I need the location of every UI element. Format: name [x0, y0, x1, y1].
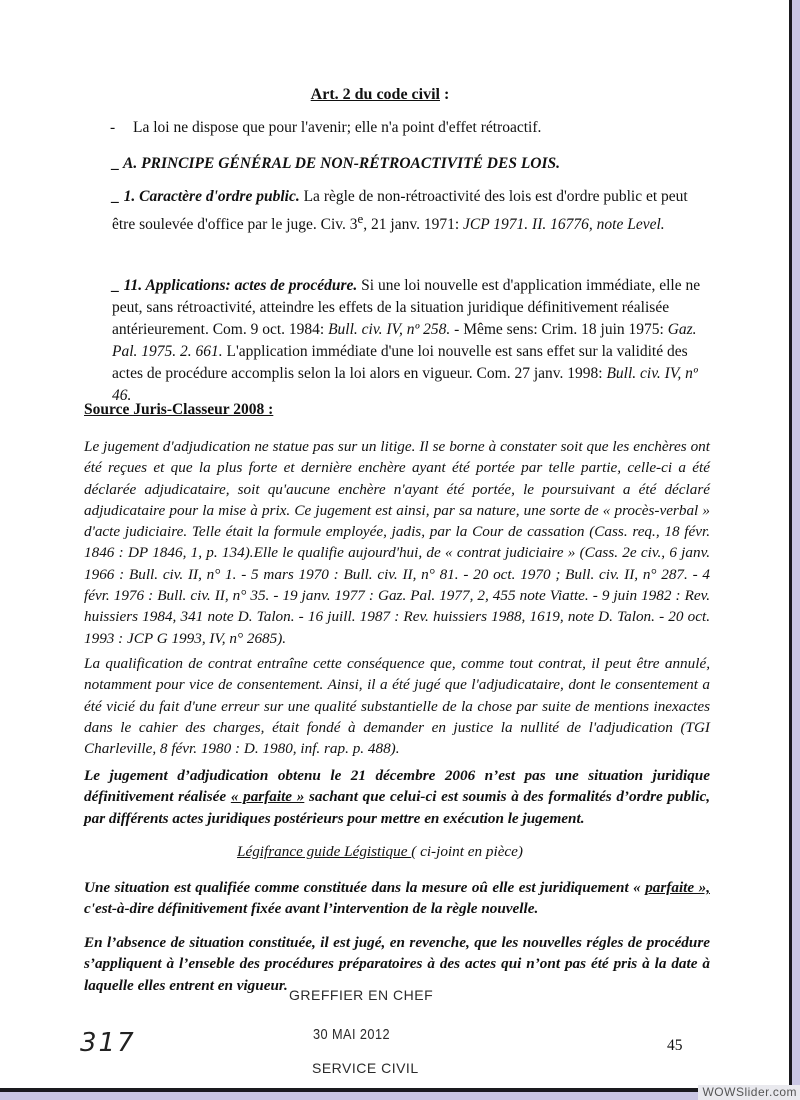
para1-sup: e	[357, 211, 364, 226]
bullet-dash: -	[110, 119, 116, 136]
para2-text2: - Même sens: Crim. 18 juin 1975:	[450, 321, 668, 338]
paragraph-applications	[112, 275, 702, 407]
source-heading: Source Juris-Classeur 2008 :	[84, 401, 274, 418]
para1-ref: JCP 1971. II. 16776, note Level.	[463, 216, 665, 234]
article-title-colon: :	[440, 86, 450, 103]
para1-lead: _ 1. Caractère d'ordre public.	[112, 188, 300, 205]
para2-ref3: Bull. civ. IV, nº 46.	[112, 365, 698, 404]
handwritten-number: 317	[80, 1028, 136, 1058]
para2-lead: _ 11. Applications: actes de procédure.	[112, 277, 358, 294]
block2-underlined: parfaite »,	[645, 879, 710, 896]
para1-date: , 21 janv. 1971:	[363, 216, 464, 234]
legifrance-title: Légifrance guide Légistique	[237, 843, 412, 860]
para2-ref1: Bull. civ. IV, nº 258.	[328, 321, 451, 338]
juris-classeur-paragraph-1: Le jugement d'adjudication ne statue pas sur un litige. Il se borne à constater soit que les enchères ont été reçues et que la plus forte et dernière enchère ayant été portée par telle partie, celle-ci a été déclarée adjudicataire, soit qu'aucune enchère n'ayant été portée, le poursuivant a été déclaré adjudicataire pour la mise à prix. Ce jugement est ainsi, par sa nature, une sorte de « procès-verbal » d'acte judiciaire. Telle était la formule employée, jadis, par la Cour de cassation (Cass. req., 18 févr. 1846 : DP 1846, 1, p. 134).Elle le qualifie aujourd'hui, de « contrat judiciaire » (Cass. 2e civ., 6 janv. 1966 : Bull. civ. II, n° 1. - 5 mars 1970 : Bull. civ. II, n° 81. - 20 oct. 1970 ; Bull. civ. II, n° 287. - 4 févr. 1976 : Bull. civ. II, n° 35. - 19 janv. 1977 : Gaz. Pal. 1977, 2, 455 note Viatte. - 9 juin 1982 : Rev. huissiers 1984, 341 note D. Talon. - 16 juill. 1987 : Rev. huissiers 1988, 1619, note D. Talon. - 20 oct. 1993 : JCP G 1993, IV, n° 2685).	[84, 438, 710, 647]
page-number: 45	[667, 1037, 683, 1054]
stamp-greffier: GREFFIER EN CHEF	[289, 987, 434, 1003]
argument-paragraph-2	[84, 877, 710, 920]
section-heading-a: _ A. PRINCIPE GÉNÉRAL DE NON-RÉTROACTIVITÉ DES LOIS.	[112, 155, 561, 172]
block1-before: Le jugement d’adjudication obtenu le 21 décembre 2006 n’est pas une situation juridique définitivement réalisée	[84, 767, 710, 806]
para2-text1: Si une loi nouvelle est d'application immédiate, elle ne peut, sans rétroactivité, atteindre les effets de la situation juridique définitivement réalisée antérieurement. Com. 9 oct. 1984:	[112, 277, 701, 338]
para1-text: La règle de non-rétroactivité des lois est d'ordre public et peut être soulevée d'office par le juge. Civ. 3	[112, 188, 688, 234]
article-text	[110, 117, 541, 139]
block1-after: sachant que celui-ci est soumis à des formalités d’ordre public, par différents actes juridiques postérieurs pour mettre en exécution le jugement.	[84, 788, 711, 827]
para2-ref2: Gaz. Pal. 1975. 2. 661.	[112, 321, 697, 360]
paragraph-ordre-public	[112, 186, 692, 236]
legifrance-reference	[0, 843, 760, 861]
argument-paragraph-3: En l’absence de situation constituée, il est jugé, en revenche, que les nouvelles régles de procédure s’appliquent à l’enseble des procédures préparatoires à des actes qui n’ont pas été pris à la date à laquelle elles entrent en vigueur.	[84, 934, 710, 994]
stamp-service: SERVICE CIVIL	[312, 1060, 419, 1076]
para2-text3: L'application immédiate d'une loi nouvelle est sans effet sur la validité des actes de procédure accomplis selon la loi alors en vigueur. Com. 27 janv. 1998:	[112, 343, 688, 382]
article-sentence: La loi ne dispose que pour l'avenir; elle n'a point d'effet rétroactif.	[133, 119, 542, 136]
juris-classeur-paragraph-2: La qualification de contrat entraîne cette conséquence que, comme tout contrat, il peut être annulé, notamment pour vice de consentement. Ainsi, il a été jugé que l'adjudicataire, dont le consentement a été vicié du fait d'une erreur sur une qualité substantielle de la chose par suite de mentions inexactes dans le cahier des charges, était fondé à demander en justice la nullité de l'adjudication (TGI Charleville, 8 févr. 1980 : D. 1980, inf. rap. p. 488).	[84, 655, 710, 758]
block2-before: Une situation est qualifiée comme constituée dans la mesure oû elle est juridiquement «	[84, 879, 646, 896]
block2-after: c'est-à-dire définitivement fixée avant l’intervention de la règle nouvelle.	[84, 900, 539, 918]
article-title	[0, 86, 760, 104]
article-title-text: Art. 2 du code civil	[310, 86, 440, 103]
stamp-date: 30 MAI 2012	[313, 1026, 390, 1043]
argument-paragraph-1	[84, 765, 710, 829]
watermark: WOWSlider.com	[698, 1085, 800, 1100]
block1-underlined: « parfaite »	[230, 788, 305, 806]
legifrance-note: ( ci-joint en pièce)	[411, 843, 523, 860]
